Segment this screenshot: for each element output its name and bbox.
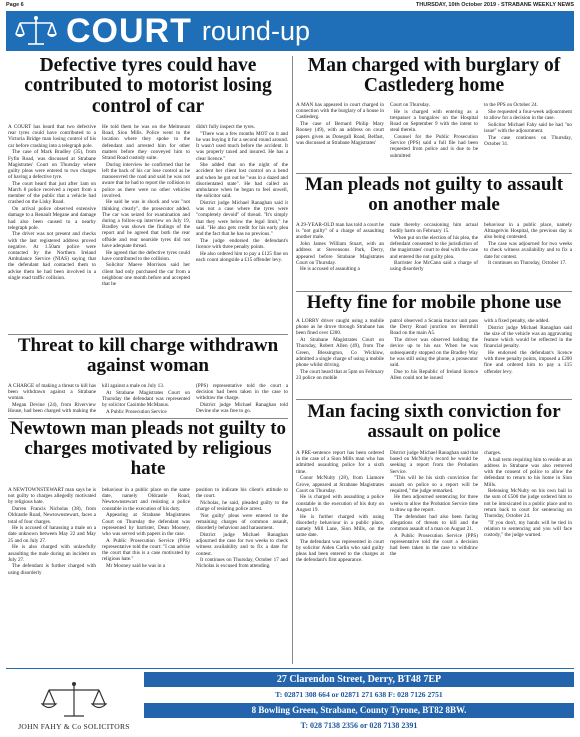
article-threat-col3: [196, 383, 288, 415]
paragraph: "There was a few months MOT on it and he was buying it for a second round around. It wasn't used much before the accident. It was properly taxed and insured. He has a clear licence.": [196, 130, 288, 162]
headline-threat: Threat to kill charge withdrawn against woman: [17, 335, 279, 376]
paragraph: charges.: [484, 450, 502, 456]
scales-of-justice-icon: [39, 680, 109, 720]
paragraph: A 29-YEAR-OLD man has told a court he is "not guilty" of a charge of assaulting another male.: [296, 222, 384, 241]
article-tyres-col3: [196, 124, 288, 331]
paragraph: A CHARGE of making a threat to kill has been withdrawn against a Strabane woman.: [8, 383, 96, 402]
paragraph: Releasing McNulty on his own bail in the sum of £500 the judge ordered him to not be intoxicated in a public place and to return back to court for sentencing on Thursday, October 24.: [484, 488, 572, 520]
firm-name: JOHN FAHY & Co SOLICITORS: [18, 722, 130, 731]
paragraph: He is further charged with using disorderly behaviour in a public place, namely Mill Lane, Sion Mills, on the same date.: [296, 513, 384, 539]
paragraph: It continues on Thursday, October 17.: [488, 260, 567, 267]
page-number: Page 6: [6, 2, 24, 8]
headline-newtown: Newtown man pleads not guilty to charges motivated by religious hate: [9, 418, 287, 479]
article-phone-col3: [484, 318, 572, 396]
column-divider: [292, 56, 293, 664]
paragraph: kill against a male on July 13.: [102, 383, 165, 389]
article-threat-col2: [102, 383, 190, 415]
paragraph: He is also charged with unlawfully assaulting the male during an incident on July 27.: [8, 544, 96, 563]
paragraph: behaviour in a public place on the same date, namely Oldcastle Road, Newtownstewart and resisting a police constable in the execution of his duty.: [102, 487, 190, 512]
paragraph: She requested a four-week adjournment to allow for a decision in the case.: [484, 108, 572, 121]
paragraph: The defendant is further charged with using disorderly: [8, 563, 96, 576]
paragraph: A Public Prosecution Service (PPS) representative told the court a decision had been taken in the case to withdraw the: [390, 532, 478, 558]
article-newtown-col2: [102, 487, 190, 663]
paragraph: with a fixed penalty, she added.: [484, 318, 550, 324]
paragraph: He is charged with entering as a trespasser a bungalow on the Hospital Road on September 9 with the intent to steal therein.: [390, 108, 478, 134]
headline-burglary: Man charged with burglary of Castlederg home: [307, 55, 561, 97]
article-burglary-col1: [296, 102, 384, 170]
headline-sixth-conviction: Man facing sixth conviction for assault on police: [307, 401, 561, 442]
divider: [296, 399, 572, 400]
paragraph: A MAN has appeared in court charged in connection with the burglary of a house in Castlederg.: [296, 102, 384, 121]
paragraph: "This will be his sixth conviction for assault on police so a report will be required," the judge remarked.: [390, 475, 478, 494]
paragraph: He is charged with assaulting a police constable in the execution of his duty on August 19.: [296, 494, 384, 513]
article-sixth-col2: [390, 450, 478, 663]
paragraph: District judge Michael Ranaghan told Devine she was free to go.: [196, 402, 288, 415]
paragraph: Darren Francis Nicholas (38), from Oldcastle Road, Newtownstewart, faces a total of four charges.: [8, 506, 96, 525]
paragraph: The case of Mark Bradley (35), from Fyfin Road, was discussed at Strabane Magistrates' Court on Thursday where guilty pleas were entered to two charges of having a defective tyre.: [8, 149, 96, 181]
paragraph: He is accused of assaulting a: [300, 266, 360, 273]
solicitors-advert[interactable]: [6, 668, 574, 734]
paragraph: patrol observed a Scania tractor unit pass the Derry Road junction on Bermhill Road on the main A5.: [390, 318, 478, 337]
paragraph: It continues on Thursday, October 17 and Nicholas is excused from attending.: [196, 557, 288, 570]
paragraph: The case of Bernard Philip Mary Rooney (49), with an address on court papers given as Donegall Road, Belfast, was discussed at Strabane Magistrates': [296, 121, 384, 146]
paragraph: A COURT has heard that two defective rear tyres could have contributed to a Victoria Bridge man losing control of his car before crashing into a telegraph pole.: [8, 124, 96, 149]
paragraph: He endorsed the defendant's licence with three penalty points, imposed a £200 fine and ordered him to pay a £15 offender levy.: [484, 350, 572, 375]
paragraph: She added that on the night of the accident her client lost control on a bend and when he got out he "was in a dazed and disorientated state". He had called an ambulance when he began to feel unwell, the solicitor said.: [196, 162, 288, 200]
paragraph: On arrival police observed extensive damage to a Renault Megane and damage had also been caused to a nearby telegraph pole.: [8, 206, 96, 231]
article-sixth-col1: [296, 450, 384, 663]
paragraph: He then adjourned sentencing for three weeks to allow the Probation Service time to draw up the report.: [390, 494, 478, 513]
paragraph: The defendant had also been facing allegations of threats to kill and the common assault of a man on August 21.: [390, 513, 478, 532]
paragraph: District judge Michael Ranaghan said the size of the vehicle was an aggravating feature which would be reflected in the financial penalty.: [484, 324, 572, 350]
paragraph: Solicitor Michael Fahy said he had "no issue" with the adjournment.: [484, 121, 572, 134]
article-phone-col2: [390, 318, 478, 396]
article-tyres-col1: [8, 124, 96, 331]
article-assault-col2: [390, 222, 478, 288]
paragraph: District judge Michael Ranaghan said it was not a case where the tyres were "completely devoid" of thread. "It's simply that they were below the legal limit," he said. "He also gets credit for his early plea and the fact that he has no previous.": [196, 199, 288, 237]
article-burglary-col3: [484, 102, 572, 170]
paragraph: male thereby occasioning him actual bodily harm on February 15.: [390, 222, 478, 235]
masthead-title: COURT: [66, 12, 192, 50]
article-newtown-col3: [196, 487, 288, 663]
paragraph: to the PPS on October 24.: [484, 102, 538, 108]
court-roundup-masthead: [6, 11, 574, 51]
paragraph: At Strabane Magistrates Court on Thursday, Robert Allen (49), from The Green, Blessington, Co Wicklow, admitted a single charge of using a mobile phone whilst driving.: [296, 337, 384, 368]
paragraph: A bail term requiring him to reside at an address in Strabane was also removed with the consent of police to allow the defendant to return to his home in Sion Mills.: [484, 456, 572, 488]
masthead-subtitle: round-up: [201, 16, 310, 46]
phone-derry[interactable]: T: 02871 308 664 or 02871 271 638 F: 028 7126 2751: [275, 690, 443, 699]
paragraph: "If you don't, my hands will be tied in relation to sentencing and you will face custody," the judge warned.: [484, 519, 572, 539]
headline-tyres: Defective tyres could have contributed to motorist losing control of car: [24, 55, 272, 117]
paragraph: (PPS) representative told the court a decision had been taken in the case to withdraw the charge.: [196, 383, 288, 402]
paragraph: District judge Michael Ranaghan adjourned the case for two weeks to check witness availability and to fix a date for contest.: [196, 531, 288, 557]
paragraph: Counsel for the Public Prosecution Service (PPS) said a full file had been requested from police and is due to be submitted: [390, 134, 478, 159]
address-strabane: 8 Bowling Green, Strabane, County Tyrone, BT82 8BW.: [144, 703, 574, 718]
paragraph: At Strabane Magistrates Court on Thursday the defendant was represented by solicitor Caoimhe McManus.: [102, 389, 190, 409]
article-newtown-col1: [8, 487, 96, 663]
paragraph: A Public Prosecution Service (PPS) representative told the court: "I can advise the court that this is a case motivated by religious hate.": [102, 537, 190, 563]
scales-of-justice-icon: [6, 11, 66, 51]
paragraph: Conor McNulty (28), from Liamore Grove, appeared at Strabane Magistrates Court on Thursday.: [296, 475, 384, 494]
paragraph: During interview he confirmed that he left the back of his car lose control as he manoeuvred the road and said he was not aware that he had to report the collision to police as there were no other vehicles involved.: [102, 161, 190, 199]
paragraph: Solicitor Maeve Morrison said her client had only purchased the car from a neighbour one month before and accepted that he: [102, 262, 190, 288]
paragraph: Due to his Republic of Ireland licence Allen could not be issued: [390, 368, 478, 381]
paragraph: The case continues on Thursday, October 31.: [484, 134, 572, 147]
paragraph: A LORRY driver caught using a mobile phone as he drove through Strabane has been fined over £200.: [296, 318, 384, 337]
paragraph: The defendant was represented in court by solicitor Aiden Carlin who said guilty pleas had been entered to the charges at the defendant's first appearance.: [296, 538, 384, 564]
paragraph: John James William Stuart, with an address at Stevensons Park, Derry, appeared before Strabane Magistrates Court on Thursday.: [296, 241, 384, 266]
paragraph: Appearing at Strabane Magistrates Court on Thursday the defendant was represented by barrister, Dean Mooney, who was served with papers in the case.: [102, 512, 190, 537]
paragraph: The judge endorsed the defendant's licence with three penalty points.: [196, 237, 288, 250]
paragraph: The driver was not present and checks with the last registered address proved negative. At 1.50am police were contacted by the Northern Ireland Ambulance Service (NIAS) saying that the defendant had contacted them to advise them he had been involved in a single road traffic collision.: [8, 231, 96, 281]
paragraph: The court heard that at 5pm on February 23 police on mobile: [296, 368, 384, 381]
date-line: THURSDAY, 10th October 2019 - STRABANE WEEKLY NEWS: [415, 2, 574, 8]
paragraph: 'Not guilty' pleas were entered to the remaining charges of common assault, disorderly behaviour and harassment.: [196, 512, 288, 532]
phone-strabane[interactable]: T: 028 7138 2356 or 028 7138 2391: [300, 721, 418, 730]
article-burglary-col2: [390, 102, 478, 170]
paragraph: Nicholas, he said, pleaded guilty to the charge of resisting police arrest.: [196, 499, 288, 513]
paragraph: District judge Michael Ranaghan said that based on McNulty's record he would be seeking a report from the Probation Service.: [390, 450, 478, 475]
address-derry: 27 Clarendon Street, Derry, BT48 7EP: [144, 672, 574, 687]
headline-assault: Man pleads not guilty to assault on another male: [304, 174, 564, 215]
paragraph: He also ordered him to pay a £125 fine on each count alongside a £15 offender levy.: [196, 250, 288, 263]
firm-logo: [12, 673, 136, 731]
paragraph: The court heard that just after 1am on March 8 police received a report from a member of the public that a vehicle had crashed on the Lisky Road.: [8, 180, 96, 206]
paragraph: A PRE-sentence report has been ordered in the case of a Sion Mills man who has admitted assaulting police for a sixth time.: [296, 450, 384, 475]
paragraph: Megan Devine (24), from Riverview House, had been charged with making the: [8, 402, 96, 415]
page-header: [6, 0, 574, 10]
paragraph: Barrister Joe McCann said a charge of using disorderly: [390, 260, 478, 273]
paragraph: He agreed that the defective tyres could have contributed to the collision.: [102, 249, 190, 262]
paragraph: When put on the election of his plea, the defendant consented to the jurisdiction of the magistrates' court to deal with the case and entered the not guilty plea.: [390, 234, 478, 260]
article-sixth-col3: [484, 450, 572, 663]
paragraph: Mr Mooney said he was in a: [106, 562, 166, 569]
article-threat-col1: [8, 383, 96, 415]
paragraph: He said he was in shock and was "not thinking clearly", the prosecutor added. The car was seized for examination and during a follow-up interview on July 19, Bradley was shown the findings of the report and he agreed that both the rear offside and rear nearside tyres did not have adequate thread.: [102, 199, 190, 249]
paragraph: didn't fully inspect the tyres.: [196, 124, 255, 130]
headline-phone: Hefty fine for mobile phone use: [306, 292, 562, 313]
paragraph: Court on Thursday.: [390, 102, 431, 108]
paragraph: position to indicate his client's attitude to the court.: [196, 487, 288, 500]
article-phone-col1: [296, 318, 384, 396]
article-tyres-col2: [102, 124, 190, 331]
paragraph: The case was adjourned for two weeks to check witness availability and to fix a date for contest.: [484, 241, 572, 260]
paragraph: A Public Prosecution Service: [106, 408, 167, 415]
paragraph: He is accused of harassing a male on a date unknown between May 22 and May 25 and on July 27.: [8, 525, 96, 544]
article-assault-col3: [484, 222, 572, 288]
paragraph: He told them he was on the Melmount Road, Sion Mills. Police went to the location where they spoke to the defendant and arrested him for other matters before they conveyed him to Strand Road custody suite.: [102, 124, 190, 162]
article-assault-col1: [296, 222, 384, 288]
paragraph: The driver was observed holding the device up to his ear. When he was subsequently stopped on the Bradley Way he was still using the phone, a prosecutor said.: [390, 337, 478, 368]
paragraph: A NEWTOWNSTEWART man says he is not guilty to charges allegedly motivated by religious hate.: [8, 487, 96, 506]
paragraph: behaviour in a public place, namely Altnagelvin Hospital, the previous day is also being contested.: [484, 222, 572, 241]
